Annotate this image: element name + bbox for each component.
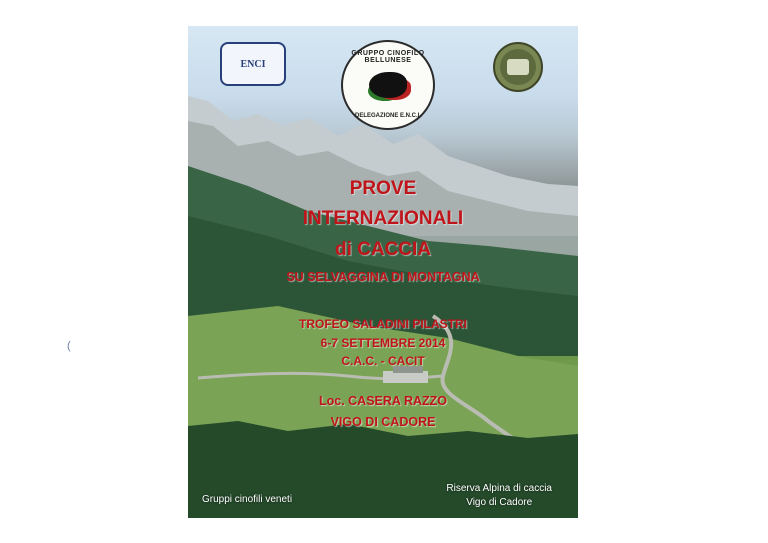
gruppo-cinofilo-bellunese-logo-icon <box>341 40 435 130</box>
title-line-2: INTERNAZIONALI <box>302 208 464 229</box>
footer-right-line-1: Riserva Alpina di caccia <box>446 483 552 494</box>
event-dates: 6-7 SETTEMBRE 2014 <box>320 336 446 350</box>
logo-ring-top-text: GRUPPO CINOFILO BELLUNESE <box>351 50 425 64</box>
footer-left-credit: Gruppi cinofili veneti <box>202 494 293 505</box>
trophy-name: TROFEO SALADINI PILASTRI <box>299 317 467 331</box>
event-qualification: C.A.C. - CACIT <box>341 354 425 368</box>
dog-silhouette-icon <box>369 72 407 98</box>
title-subtitle: SU SELVAGGINA DI MONTAGNA <box>286 270 480 284</box>
title-line-3: di CACCIA <box>334 239 432 260</box>
riserva-alpina-seal-icon <box>493 42 543 92</box>
enci-logo-icon <box>220 42 286 86</box>
stray-bracket: ( <box>67 340 71 352</box>
event-location: Loc. CASERA RAZZO <box>318 394 447 408</box>
event-poster <box>188 26 578 518</box>
footer-right-line-2: Vigo di Cadore <box>466 497 533 508</box>
logo-ring-bottom-text: DELEGAZIONE E.N.C.I. <box>354 113 421 119</box>
title-line-1: PROVE <box>349 178 417 199</box>
seal-inner-emblem <box>507 59 529 75</box>
footer-right-credit <box>446 482 552 510</box>
enci-logo-text: ENCI <box>240 58 266 70</box>
event-town: VIGO DI CADORE <box>330 415 436 429</box>
